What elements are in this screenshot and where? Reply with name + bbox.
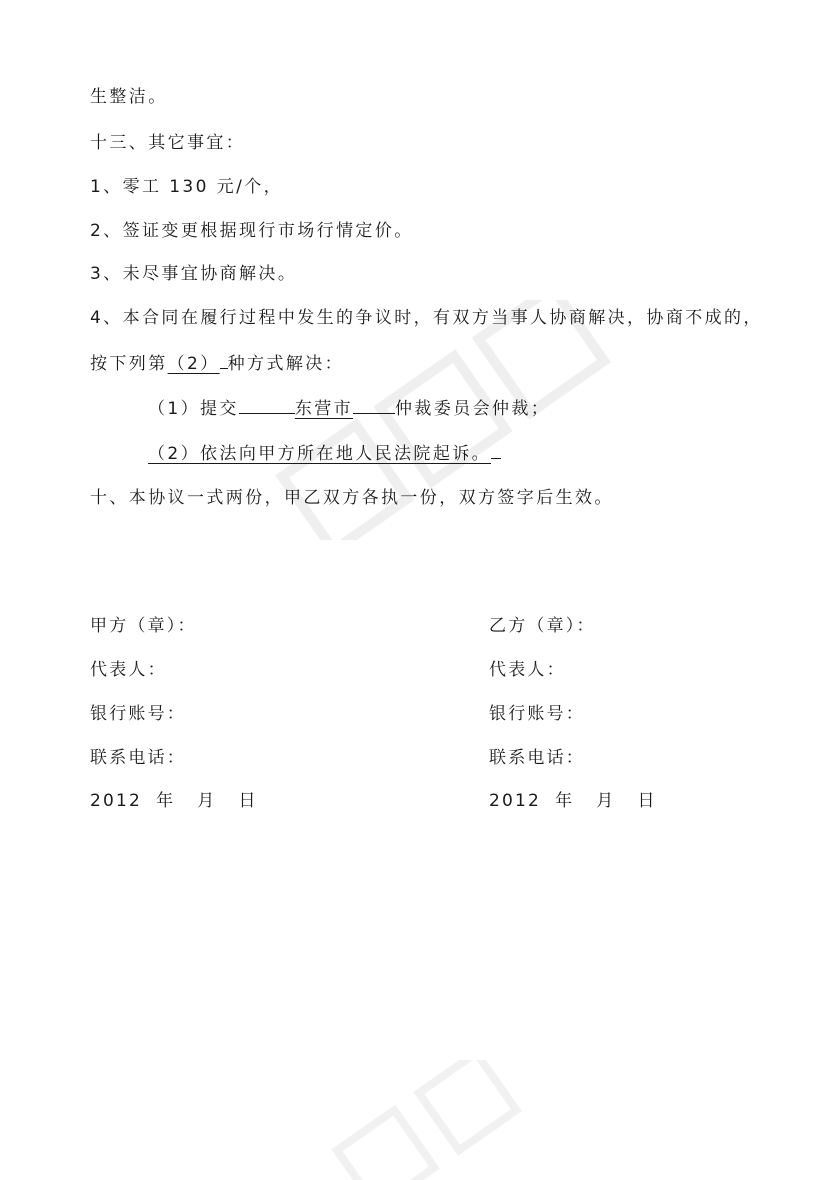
item-2: 2、签证变更根据现行市场行情定价。 <box>90 221 414 241</box>
party-a-y: 年 <box>156 791 176 811</box>
party-a-date <box>90 789 258 813</box>
party-b-d: 日 <box>637 791 657 811</box>
blank-line <box>353 395 395 414</box>
dispute-prefix: 按下列第 <box>90 354 168 374</box>
option-1-prefix: （1）提交 <box>148 399 239 419</box>
text-line-1: 生整洁。 <box>90 87 168 107</box>
section-10-effect: 十、本协议一式两份，甲乙双方各执一份，双方签字后生效。 <box>90 488 614 508</box>
blank-line <box>491 440 501 459</box>
party-b-rep: 代表人： <box>489 660 566 680</box>
option-2-line <box>148 440 501 466</box>
party-a-phone: 联系电话： <box>90 748 186 768</box>
section-13-heading: 十三、其它事宜： <box>90 133 246 153</box>
option-2-text: （2）依法向甲方所在地人民法院起诉。 <box>148 444 492 464</box>
party-b-year: 2012 <box>489 791 542 811</box>
option-1-line <box>148 395 550 421</box>
party-a-year: 2012 <box>90 791 143 811</box>
party-b-date <box>489 789 657 813</box>
watermark-bottom <box>300 1060 600 1180</box>
party-b-phone: 联系电话： <box>489 748 585 768</box>
party-a-rep: 代表人： <box>90 660 167 680</box>
item-4: 4、本合同在履行过程中发生的争议时，有双方当事人协商解决，协商不成的， <box>90 308 763 328</box>
dispute-choice-line <box>90 350 344 376</box>
party-b-y: 年 <box>555 791 575 811</box>
option-1-suffix: 仲裁委员会仲裁； <box>395 399 551 419</box>
item-3: 3、未尽事宜协商解决。 <box>90 264 298 284</box>
party-a-m: 月 <box>197 791 217 811</box>
party-b-seal: 乙方（章）： <box>489 616 596 636</box>
dispute-choice-value: （2） <box>167 354 220 374</box>
arbitration-city: 东营市 <box>294 399 354 419</box>
party-b-bank: 银行账号： <box>489 704 585 724</box>
blank-line <box>239 395 295 414</box>
item-1: 1、零工 130 元/个， <box>90 177 283 197</box>
party-b-m: 月 <box>596 791 616 811</box>
party-a-seal: 甲方（章）： <box>90 616 197 636</box>
party-a-bank: 银行账号： <box>90 704 186 724</box>
blank-line <box>220 350 228 369</box>
dispute-suffix: 种方式解决： <box>227 354 345 374</box>
party-a-d: 日 <box>238 791 258 811</box>
